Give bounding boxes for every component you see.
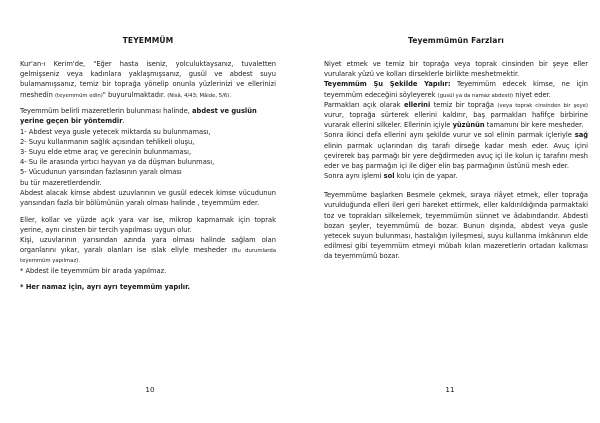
left-page-content (20, 36, 276, 292)
page-number: 11 (445, 385, 455, 394)
obligations-paragraph: Niyet etmek ve temiz bir toprağa veya toprak cinsinden bir şeye eller vurularak yüzü ve kolları dirseklerle birlikte meshetmektir. (324, 60, 588, 79)
face-wipe-paragraph: Parmakları açık olarak ellerini temiz bir toprağa (veya toprak cinsinden bir şeye) vurur, toprağa sürterek ellerini kaldırır, baş parmakları hafifçe birbirine vurarak ellerini silkeler. Ellerinin içiyle yüzünün tamamını bir kere mesheder. (324, 100, 588, 130)
note-line: * Abdest ile teyemmüm bir arada yapılmaz. (20, 266, 167, 275)
sunnah-paragraph: Teyemmüme başlarken Besmele çekmek, sıraya riâyet etmek, eller toprağa vurulduğunda elleri ileri geri hareket ettirmek, eller kaldırıldığında parmaktaki toz ve toprakları silkelemek, teyemmümün sünnet ve âdabındandır. Abdesti bozan şeyler, teyemmümü de bozar. Bunun dışında, abdest veya gusle yetecek suyun bulunması, hastalığın iyileşmesi, suyu kullanma imkânının elde edilmesi gibi teyemmüm etmeyi mübah kılan mazeretlerin ortadan kalkması da teyemmümü bozar. (324, 191, 588, 261)
partial-wound-text: Kişi, uzuvlarının yarısından azında yara olması halinde sağlam olan organlarını yıkar, yaralı olanları ise ıslak eliyle mesheder (20, 236, 276, 255)
excuse-item: 3- Suyu elde etme araç ve gerecinin bulunmaması, (20, 148, 192, 156)
arm-wipe-paragraph: Sonra ikinci defa ellerini aynı şekilde vurur ve sol elinin parmak içleriyle sağ elinin parmak uçlarından dış tarafı dirseğe kadar mesh eder. Avuç içini çevirerek baş parmağı bir yere değdirmeden avuç içi ile kolun iç tarafını mesh eder ve baş parmağın içi ile diğer elin baş parmağının üstünü mesh eder. (324, 131, 588, 170)
quote-close: " buyurulmaktadır. (102, 90, 166, 99)
definition-paragraph (20, 106, 276, 126)
excuse-item: 4- Su ile arasında yırtıcı hayvan ya da düşman bulunması, (20, 158, 215, 167)
page-number: 10 (145, 385, 155, 394)
quran-quote-paragraph (20, 59, 276, 100)
page-title: TEYEMMÜM (122, 36, 174, 45)
excuse-item: 1- Abdest veya gusle yetecek miktarda su bulunmaması, (20, 127, 211, 136)
open-wound-paragraph: Eller, kollar ve yüzde açık yara var ise, mikrop kapmamak için toprak yerine, aynı cinsten bir tercih yapılması uygun olur. (20, 215, 276, 234)
partial-wound-paragraph (20, 235, 276, 266)
wound-paragraph: Abdest alacak kimse abdest uzuvlarının ve gusül edecek kimse vücudunun yarısından fazla bir bölümünün yaralı olması halinde , teyemmüm eder. (20, 188, 276, 207)
page-title: Teyemmümün Farzları (407, 36, 505, 45)
right-page-content (324, 36, 588, 262)
definition-lead: Teyemmüm belirli mazeretlerin bulunması halinde, (20, 107, 190, 116)
how-to-paragraph: Teyemmüm Şu Şekilde Yapılır: Teyemmüm edecek kimse, ne için teyemmüm edeceğini söyleyerek (gusül ya da namaz abdesti) niyet eder. (324, 80, 588, 99)
excuse-item: 2- Suyu kullanmanın sağlık açısından tehlikeli oluşu, (20, 137, 195, 146)
quote-note: (teyemmüm edin) (54, 92, 103, 99)
partial-wound-note: (Bu durumlarda teyemmüm yapılmaz). (20, 248, 276, 265)
excuse-item: bu tür mazeretlerdendir. (20, 178, 102, 187)
note-line-bold: * Her namaz için, ayrı ayrı teyemmüm yapılır. (20, 283, 190, 292)
right-page (300, 0, 600, 423)
how-to-heading: Teyemmüm Şu Şekilde Yapılır: (324, 80, 451, 89)
left-arm-paragraph: Sonra aynı işlemi sol kolu için de yapar. (324, 172, 458, 181)
definition-end: . (122, 117, 125, 126)
definition-bold: abdest ve guslün yerine geçen bir yöntemdir (20, 107, 257, 126)
quote-reference: (Nisâ, 4/43; Mâide, 5/6). (167, 92, 232, 99)
quote-text: Kur'an-ı Kerim'de, "Eğer hasta iseniz, yolculuktaysanız, tuvaletten gelmişseniz veya kadınlara yaklaşmışsanız, gusül ve abdest suyu bulamamışsanız, temiz bir toprağa yönelip onunla yüzlerinizi ve ellerinizi meshedin (20, 60, 276, 99)
excuse-item: 5- Vücudunun yarısından fazlasının yaralı olması (20, 168, 182, 177)
